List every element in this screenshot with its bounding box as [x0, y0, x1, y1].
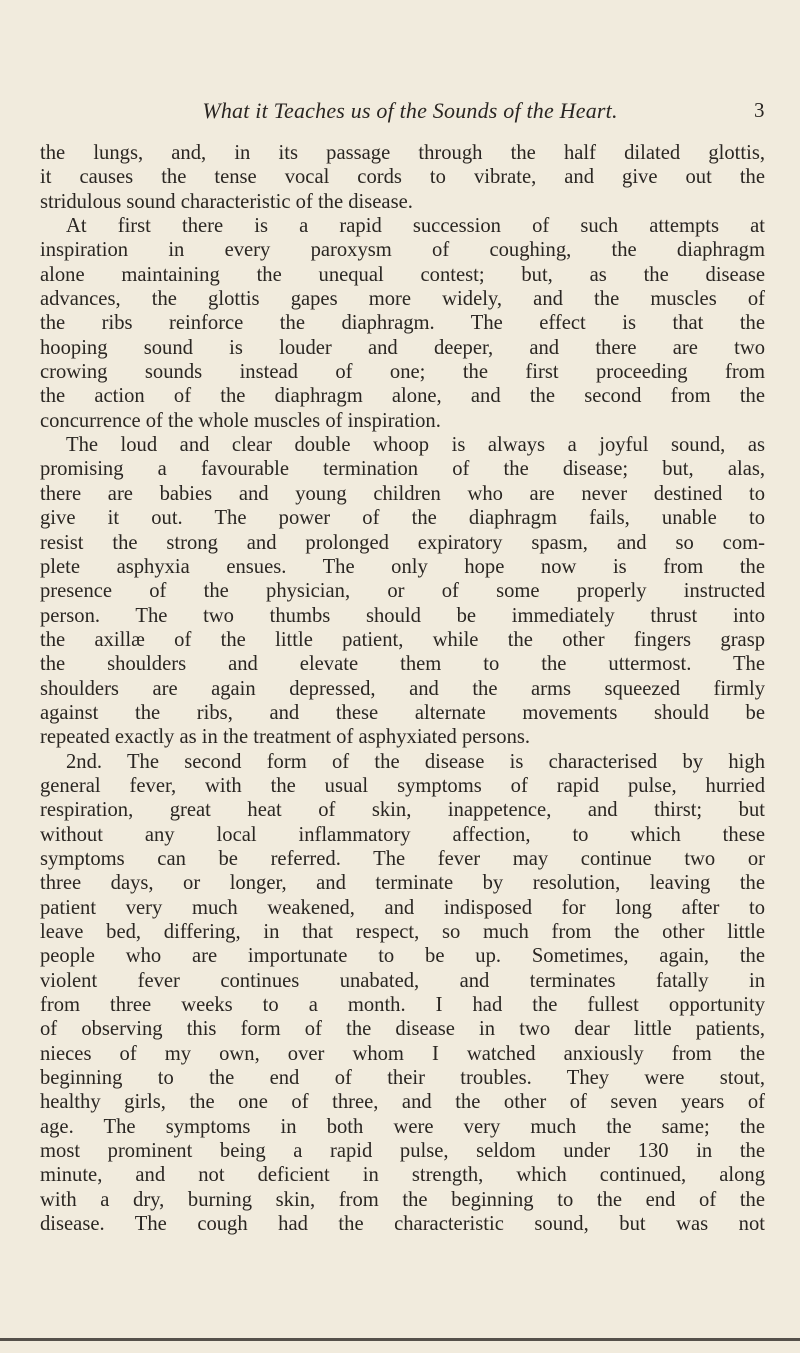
- text-line: disease. The cough had the characteristic sound, but was not: [40, 1213, 765, 1236]
- text-line: concurrence of the whole muscles of inspiration.: [40, 409, 441, 432]
- text-line: leave bed, differing, in that respect, so much from the other little: [40, 921, 765, 943]
- text-line: hooping sound is louder and deeper, and there are two: [40, 336, 765, 359]
- text-line: most prominent being a rapid pulse, seldom under 130 in the: [40, 1140, 765, 1163]
- text-line: promising a favourable termination of the disease; but, alas,: [40, 458, 765, 481]
- body-text: [40, 141, 765, 1236]
- text-line: respiration, great heat of skin, inappetence, and thirst; but: [40, 799, 765, 822]
- text-line: the shoulders and elevate them to the uttermost. The: [40, 653, 765, 676]
- text-line: person. The two thumbs should be immediately thrust into: [40, 604, 765, 627]
- text-line: give it out. The power of the diaphragm fails, unable to: [40, 507, 765, 530]
- text-line: shoulders are again depressed, and the arms squeezed firmly: [40, 677, 765, 700]
- text-line: with a dry, burning skin, from the beginning to the end of the: [40, 1188, 765, 1211]
- text-line: plete asphyxia ensues. The only hope now is from the: [40, 555, 765, 578]
- text-line: the axillæ of the little patient, while the other fingers grasp: [40, 628, 765, 651]
- text-line: patient very much weakened, and indisposed for long after to: [40, 896, 765, 919]
- text-line: the action of the diaphragm alone, and the second from the: [40, 385, 765, 408]
- text-line: from three weeks to a month. I had the fullest opportunity: [40, 994, 765, 1017]
- text-line: the ribs reinforce the diaphragm. The effect is that the: [40, 312, 765, 335]
- text-line: minute, and not deficient in strength, which continued, along: [40, 1164, 765, 1187]
- page-edge-shadow: [0, 1338, 800, 1341]
- text-line: 2nd. The second form of the disease is characterised by high: [66, 750, 765, 773]
- running-head: [0, 98, 800, 128]
- text-line: beginning to the end of their troubles. They were stout,: [40, 1067, 765, 1090]
- text-line: three days, or longer, and terminate by resolution, leaving the: [40, 872, 765, 895]
- text-line: age. The symptoms in both were very much the same; the: [40, 1115, 765, 1138]
- text-line: the lungs, and, in its passage through the half dilated glottis,: [40, 142, 765, 164]
- text-line: stridulous sound characteristic of the disease.: [40, 190, 413, 213]
- text-line: of observing this form of the disease in two dear little patients,: [40, 1018, 765, 1041]
- page-number: 3: [754, 98, 765, 122]
- text-line: against the ribs, and these alternate movements should be: [40, 701, 765, 724]
- text-line: alone maintaining the unequal contest; but, as the disease: [40, 263, 765, 286]
- text-line: advances, the glottis gapes more widely, and the muscles of: [40, 288, 765, 311]
- text-line: repeated exactly as in the treatment of asphyxiated persons.: [40, 726, 531, 749]
- text-line: resist the strong and prolonged expiratory spasm, and so com-: [40, 531, 765, 554]
- text-line: symptoms can be referred. The fever may continue two or: [40, 847, 765, 870]
- text-line: there are babies and young children who are never destined to: [40, 482, 765, 505]
- running-title: What it Teaches us of the Sounds of the Heart.: [202, 98, 618, 123]
- text-line: general fever, with the usual symptoms of rapid pulse, hurried: [40, 774, 765, 797]
- text-line: it causes the tense vocal cords to vibrate, and give out the: [40, 166, 765, 189]
- text-line: people who are importunate to be up. Sometimes, again, the: [40, 945, 765, 968]
- text-line: nieces of my own, over whom I watched anxiously from the: [40, 1042, 765, 1065]
- text-line: healthy girls, the one of three, and the other of seven years of: [40, 1091, 765, 1114]
- text-line: crowing sounds instead of one; the first proceeding from: [40, 361, 765, 384]
- text-line: The loud and clear double whoop is always a joyful sound, as: [66, 434, 765, 457]
- text-line: presence of the physician, or of some properly instructed: [40, 580, 765, 603]
- text-line: violent fever continues unabated, and terminates fatally in: [40, 969, 765, 992]
- text-line: inspiration in every paroxysm of coughing, the diaphragm: [40, 239, 765, 262]
- text-line: without any local inflammatory affection, to which these: [40, 823, 765, 846]
- text-line: At first there is a rapid succession of such attempts at: [66, 215, 765, 238]
